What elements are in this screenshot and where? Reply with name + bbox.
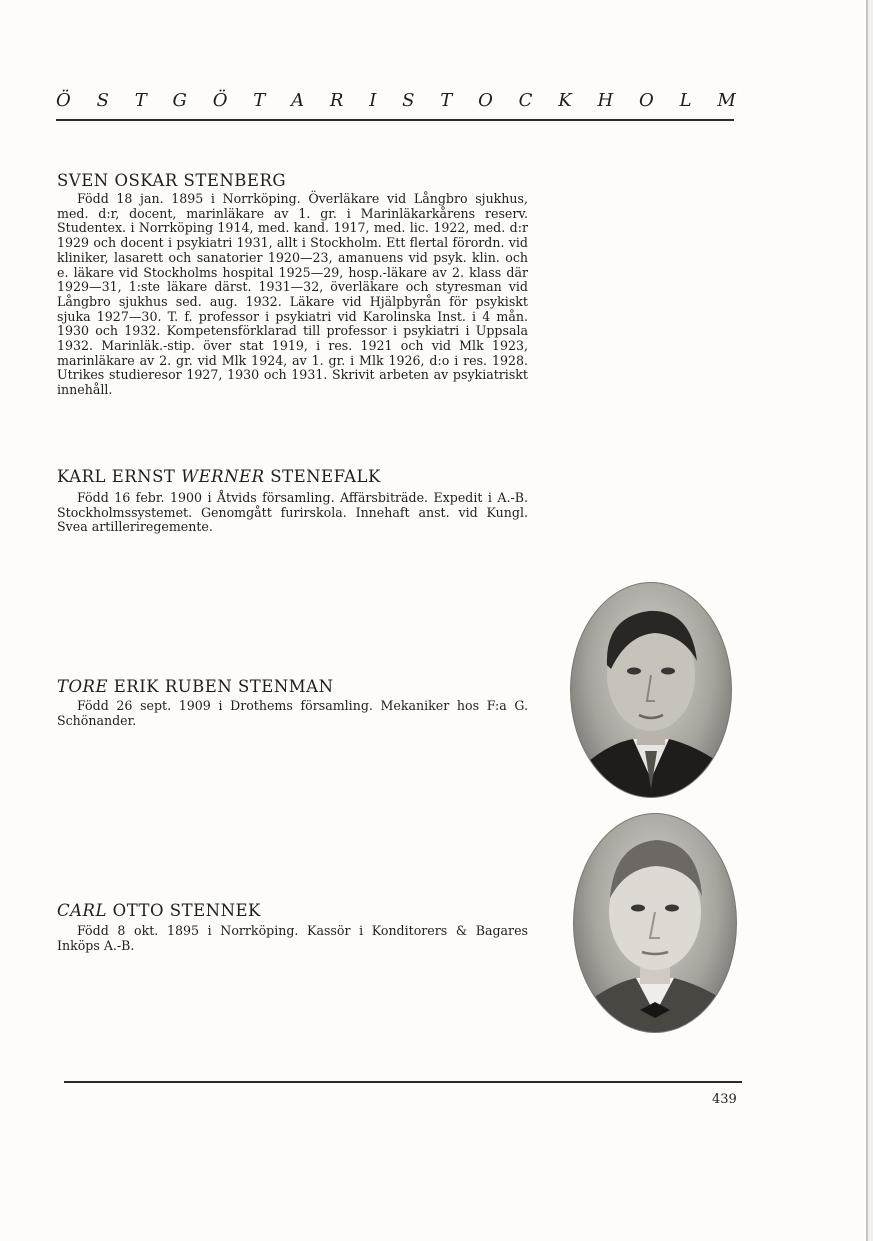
entry-bio-text: Född 16 febr. 1900 i Åtvids församling. Affärsbiträde. Expedit i A.-B. Stockholmssystemet. Genomgått furirskola. Innehaft anst. vid Kungl. Svea artilleriregemente. (57, 490, 528, 535)
entry-name-text: STENEFALK (264, 467, 381, 486)
entry-name (57, 677, 334, 696)
entry-name-text: KARL ERNST (57, 467, 182, 486)
entry-name (57, 901, 261, 920)
entry-name (57, 171, 286, 190)
header-letter: K (558, 90, 572, 111)
header-letter: R (329, 90, 344, 111)
header-letter: L (679, 90, 692, 111)
entry-bio-text: Född 8 okt. 1895 i Norrköping. Kassör i Konditorers & Bagares Inköps A.-B. (57, 923, 528, 953)
header-letter: T (440, 90, 453, 111)
header-letter: H (597, 90, 614, 111)
header-rule (56, 119, 734, 121)
header-letter: M (717, 90, 736, 111)
entry-bio (57, 491, 528, 535)
header-letter: G (172, 90, 187, 111)
entry-name-text: ERIK RUBEN STENMAN (108, 677, 334, 696)
entry-bio (57, 924, 528, 953)
header-letter: O (478, 90, 493, 111)
portrait-photo-tore-stenman (570, 582, 732, 798)
header-letter: T (134, 90, 147, 111)
page-number: 439 (712, 1092, 737, 1107)
header-letter: I (369, 90, 377, 111)
entry-bio-text: Född 18 jan. 1895 i Norrköping. Överläkare vid Långbro sjukhus, med. d:r, docent, marinläkare av 1. gr. i Marinläkarkårens reserv. Studentex. i Norrköping 1914, med. kand. 1917, med. lic. 1922, med. d:r 1929 och docent i psykiatri 1931, allt i Stockholm. Ett flertal förordn. vid kliniker, lasarett och sanatorier 1920—23, amanuens vid psyk. klin. och e. läkare vid Stockholms hospital 1925—29, hosp.-läkare av 2. klass där 1929—31, 1:ste läkare därst. 1931—32, överläkare och styresman vid Långbro sjukhus sed. aug. 1932. Läkare vid Hjälpbyrån för psykiskt sjuka 1927—30. T. f. professor i psykiatri vid Karolinska Inst. i 4 mån. 1930 och 1932. Kompetensförklarad till professor i psykiatri i Uppsala 1932. Marinläk.-stip. över stat 1919, i res. 1921 och vid Mlk 1923, marinläkare av 2. gr. vid Mlk 1924, av 1. gr. i Mlk 1926, d:o i res. 1928. Utrikes studieresor 1927, 1930 och 1931. Skrivit arbeten av psykiatriskt innehåll. (57, 191, 528, 398)
entry-name (57, 467, 381, 486)
entry-name-text: SVEN OSKAR STENBERG (57, 171, 287, 190)
entry-name-italic: CARL (57, 901, 107, 920)
entry-bio (57, 192, 528, 398)
header-letter: Ö (56, 90, 71, 111)
entry-bio-text: Född 26 sept. 1909 i Drothems församling. Mekaniker hos F:a G. Schönander. (57, 698, 528, 728)
header-letter: S (96, 90, 109, 111)
footer-rule (64, 1081, 742, 1083)
entry-name-text: OTTO STENNEK (106, 901, 261, 920)
header-letter: O (639, 90, 654, 111)
header-letter: T (253, 90, 266, 111)
entry-name-italic: TORE (57, 677, 109, 696)
entry-bio (57, 699, 528, 728)
header-letter: A (291, 90, 305, 111)
header-letter: S (402, 90, 415, 111)
portrait-photo-carl-stennek (573, 813, 737, 1033)
header-letter: C (518, 90, 533, 111)
running-header (56, 90, 736, 116)
header-letter: Ö (212, 90, 228, 111)
entry-name-italic: WERNER (181, 467, 265, 486)
